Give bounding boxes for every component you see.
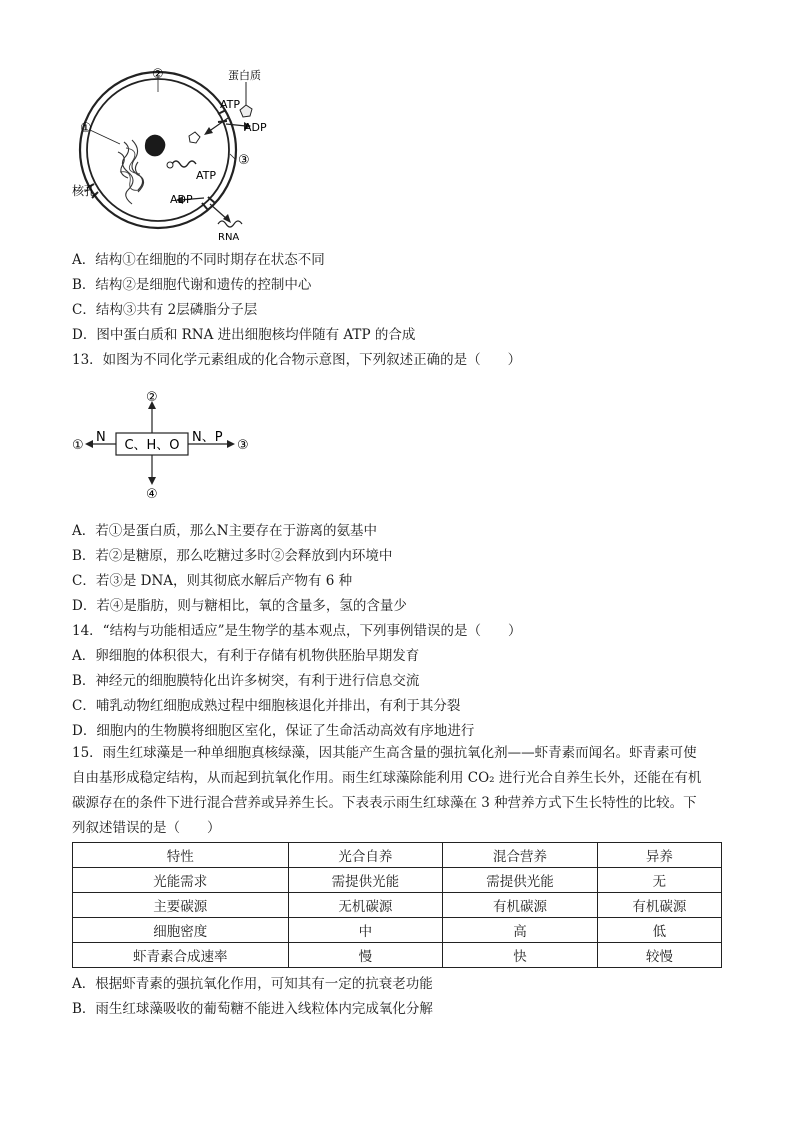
table-row xyxy=(73,868,722,893)
table-row xyxy=(73,918,722,943)
q13-option-c: C．若③是 DNA，则其彻底水解后产物有 6 种 xyxy=(72,573,353,589)
label-n1: ① xyxy=(72,438,84,453)
q14-option-d: D．细胞内的生物膜将细胞区室化，保证了生命活动高效有序地进行 xyxy=(72,723,475,739)
rna-molecule xyxy=(172,161,196,167)
rna-molecule xyxy=(167,162,173,168)
table-cell: 主要碳源 xyxy=(73,893,289,918)
q13-option-b: B．若②是糖原，那么吃糖过多时②会释放到内环境中 xyxy=(72,548,393,564)
header-cell: 混合营养 xyxy=(443,843,598,868)
q12-option-a: A．结构①在细胞的不同时期存在状态不同 xyxy=(72,252,325,268)
q13-stem: 13．如图为不同化学元素组成的化合物示意图，下列叙述正确的是（ ） xyxy=(72,352,522,368)
table-cell: 需提供光能 xyxy=(288,868,443,893)
q15-option-b: B．雨生红球藻吸收的葡萄糖不能进入线粒体内完成氧化分解 xyxy=(72,1001,433,1017)
q14-option-c: C．哺乳动物红细胞成熟过程中细胞核退化并排出，有利于其分裂 xyxy=(72,698,461,714)
label-right-elem: N、P xyxy=(192,430,223,445)
label-adp-bottom: ADP xyxy=(170,193,193,206)
header-cell: 光合自养 xyxy=(288,843,443,868)
label-circle2: ② xyxy=(152,67,164,82)
label-left-elem: N xyxy=(96,430,106,445)
protein-outside xyxy=(240,105,252,117)
header-cell: 特性 xyxy=(73,843,289,868)
label-protein: 蛋白质 xyxy=(228,69,261,82)
table-cell: 中 xyxy=(288,918,443,943)
protein-molecule xyxy=(189,132,200,143)
table-cell: 慢 xyxy=(288,943,443,968)
q15-stem-line: 列叙述错误的是（ ） xyxy=(72,820,221,836)
label-atp-top: ATP xyxy=(220,98,241,111)
table-cell: 光能需求 xyxy=(73,868,289,893)
q14-option-b: B．神经元的细胞膜特化出许多树突，有利于进行信息交流 xyxy=(72,673,420,689)
q12-option-d: D．图中蛋白质和 RNA 进出细胞核均伴随有 ATP 的合成 xyxy=(72,327,416,343)
label-adp-top: ADP xyxy=(244,121,267,134)
center-label: C、H、O xyxy=(124,438,180,453)
q13-option-a: A．若①是蛋白质，那么N主要存在于游离的氨基中 xyxy=(72,523,378,539)
table-cell: 无机碳源 xyxy=(288,893,443,918)
table-cell: 有机碳源 xyxy=(443,893,598,918)
q14-stem: 14．“结构与功能相适应”是生物学的基本观点，下列事例错误的是（ ） xyxy=(72,623,522,639)
q15-stem-line: 自由基形成稳定结构，从而起到抗氧化作用。雨生红球藻除能利用 CO₂ 进行光合自养生长外，还能在有机 xyxy=(72,770,702,786)
table-cell: 较慢 xyxy=(597,943,721,968)
q15-stem-line: 15．雨生红球藻是一种单细胞真核绿藻，因其能产生高含量的强抗氧化剂——虾青素而闻名。虾青素可使 xyxy=(72,745,697,761)
q12-option-c: C．结构③共有 2层磷脂分子层 xyxy=(72,302,258,318)
q12-option-b: B．结构②是细胞代谢和遗传的控制中心 xyxy=(72,277,312,293)
table-cell: 有机碳源 xyxy=(597,893,721,918)
label-pore: 核孔 xyxy=(72,184,97,198)
label-n4: ④ xyxy=(146,487,158,502)
q15-stem xyxy=(72,741,724,841)
table-cell: 需提供光能 xyxy=(443,868,598,893)
table-cell: 低 xyxy=(597,918,721,943)
nucleus-diagram xyxy=(68,62,288,244)
label-atp-bottom: ATP xyxy=(196,169,217,182)
label-circle3: ③ xyxy=(238,153,250,168)
q13-option-d: D．若④是脂肪，则与糖相比，氧的含量多，氢的含量少 xyxy=(72,598,407,614)
nucleolus xyxy=(145,135,165,157)
label-n2: ② xyxy=(146,390,158,405)
table-cell: 细胞密度 xyxy=(73,918,289,943)
header-cell: 异养 xyxy=(597,843,721,868)
table-row xyxy=(73,943,722,968)
label-n3: ③ xyxy=(237,438,249,453)
q14-option-a: A．卵细胞的体积很大，有利于存储有机物供胚胎早期发育 xyxy=(72,648,420,664)
table-cell: 虾青素合成速率 xyxy=(73,943,289,968)
table-header-row xyxy=(73,843,722,868)
element-compound-diagram xyxy=(70,388,260,504)
table-cell: 快 xyxy=(443,943,598,968)
table-cell: 无 xyxy=(597,868,721,893)
table-row xyxy=(73,893,722,918)
q15-option-a: A．根据虾青素的强抗氧化作用，可知其有一定的抗衰老功能 xyxy=(72,976,433,992)
q15-stem-line: 碳源存在的条件下进行混合营养或异养生长。下表表示雨生红球藻在 3 种营养方式下生长特性的比较。下 xyxy=(72,795,697,811)
label-rna: RNA xyxy=(218,232,240,243)
growth-traits-table xyxy=(72,842,722,968)
label-circle1: ① xyxy=(80,121,92,136)
table-cell: 高 xyxy=(443,918,598,943)
